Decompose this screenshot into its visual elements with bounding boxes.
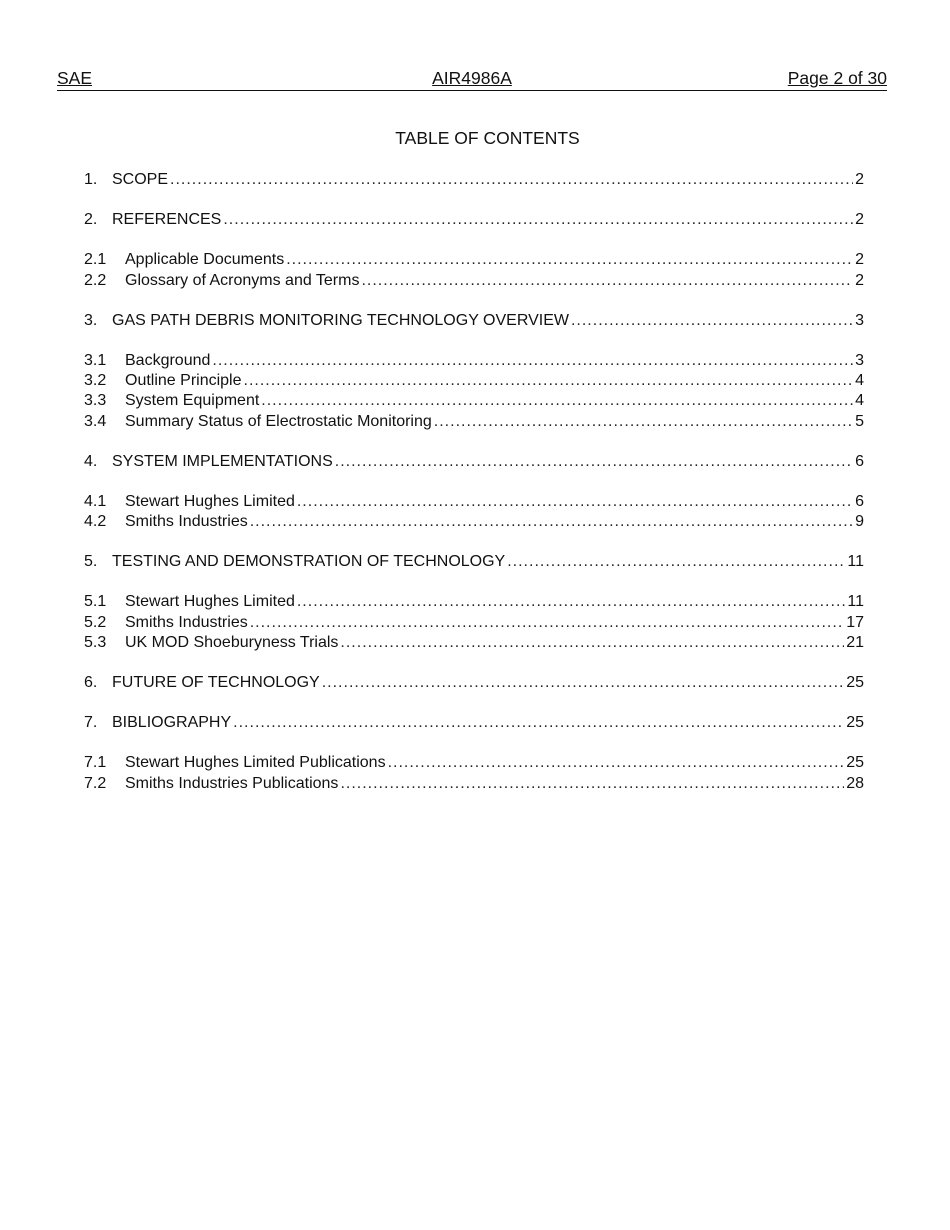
toc-entry-page: 9: [855, 513, 864, 531]
toc-leader-dots: [434, 412, 853, 432]
toc-entry-title: Smiths Industries: [125, 513, 248, 531]
toc-entry-number: 6.: [84, 674, 98, 691]
toc-leader-dots: [388, 753, 845, 773]
toc-entry-title: SCOPE: [112, 171, 169, 188]
toc-leader-dots: [250, 613, 844, 633]
toc-entry-page: 2: [855, 251, 864, 269]
toc-entry-number: 7.: [84, 714, 98, 732]
toc-leader-dots: [250, 512, 853, 532]
toc-entry-page: 25: [846, 674, 864, 691]
toc-entry-number: 7.2: [84, 774, 107, 792]
toc-entry-page: 25: [846, 754, 864, 772]
toc-entry-number: 3.4: [84, 412, 107, 430]
toc-entry-page: 3: [855, 351, 864, 369]
toc-entry-title: Summary Status of Electrostatic Monitoring: [125, 412, 432, 430]
toc-leader-dots: [297, 492, 853, 512]
toc-entry-title: Glossary of Acronyms and Terms: [125, 271, 360, 289]
toc-entry-page: 3: [855, 311, 864, 329]
toc-entry-page: 2: [855, 271, 864, 289]
toc-leader-dots: [340, 774, 844, 794]
toc-entry[interactable]: [84, 552, 864, 572]
toc-entry-number: 5.3: [84, 633, 107, 651]
header-organization: SAE: [57, 68, 93, 88]
toc-entry-title: FUTURE OF TECHNOLOGY: [112, 674, 320, 691]
toc-entry-page: 28: [846, 774, 864, 792]
toc-entry-page: 6: [855, 492, 864, 510]
page-header: [57, 68, 887, 91]
toc-entry-title: Stewart Hughes Limited: [125, 593, 295, 611]
toc-entry-number: 3.3: [84, 392, 107, 410]
toc-entry-number: 3.2: [84, 372, 107, 390]
toc-entry-title: Applicable Documents: [125, 251, 285, 269]
toc-entry-title: UK MOD Shoeburyness Trials: [125, 633, 339, 651]
toc-leader-dots: [286, 250, 853, 270]
toc-entry-title: Outline Principle: [125, 372, 242, 390]
toc-entry-number: 1.: [84, 171, 98, 188]
toc-entry[interactable]: [84, 633, 864, 653]
toc-entry[interactable]: [84, 412, 864, 432]
toc-entry-title: Stewart Hughes Limited Publications: [125, 754, 386, 772]
toc-leader-dots: [212, 351, 853, 371]
toc-entry[interactable]: [84, 210, 864, 230]
toc-entry-number: 2.1: [84, 251, 107, 269]
toc-entry-page: 11: [847, 553, 864, 571]
toc-entry-title: System Equipment: [125, 392, 260, 410]
toc-leader-dots: [244, 371, 854, 391]
toc-entry-title: BIBLIOGRAPHY: [112, 714, 232, 732]
toc-entry[interactable]: [84, 170, 864, 190]
toc-leader-dots: [571, 311, 853, 331]
toc-entry-number: 4.1: [84, 492, 107, 510]
toc-entry-number: 3.1: [84, 351, 107, 369]
toc-entry-number: 3.: [84, 311, 98, 329]
toc-entry[interactable]: [84, 371, 864, 391]
toc-entry-title: Background: [125, 351, 211, 369]
toc-entry[interactable]: [84, 774, 864, 794]
header-document-number: AIR4986A: [432, 68, 512, 88]
toc-entry-title: SYSTEM IMPLEMENTATIONS: [112, 452, 333, 470]
toc-entry[interactable]: [84, 512, 864, 532]
toc-entry-number: 7.1: [84, 754, 107, 772]
toc-entry-page: 4: [855, 392, 864, 410]
toc-entry-page: 4: [855, 372, 864, 390]
toc-entry[interactable]: [84, 271, 864, 291]
table-of-contents: [84, 170, 864, 794]
toc-entry[interactable]: [84, 492, 864, 512]
toc-entry-title: TESTING AND DEMONSTRATION OF TECHNOLOGY: [112, 553, 506, 571]
toc-entry-title: REFERENCES: [112, 211, 222, 229]
toc-leader-dots: [335, 452, 853, 472]
toc-entry-page: 2: [855, 211, 864, 229]
toc-entry-number: 4.: [84, 452, 98, 470]
toc-entry-number: 2.: [84, 211, 98, 229]
toc-entry-page: 25: [846, 714, 864, 732]
toc-entry[interactable]: [84, 250, 864, 270]
toc-leader-dots: [170, 170, 853, 190]
toc-leader-dots: [340, 633, 844, 653]
toc-entry[interactable]: [84, 592, 864, 612]
toc-entry-number: 5.1: [84, 593, 107, 611]
toc-entry-page: 2: [855, 171, 864, 188]
toc-entry-page: 11: [847, 593, 864, 611]
toc-leader-dots: [322, 673, 844, 693]
toc-entry-page: 17: [846, 613, 864, 631]
toc-entry-page: 5: [855, 412, 864, 430]
toc-entry-number: 2.2: [84, 271, 107, 289]
toc-entry-number: 5.: [84, 553, 98, 571]
toc-entry[interactable]: [84, 613, 864, 633]
toc-leader-dots: [233, 713, 844, 733]
toc-leader-dots: [297, 592, 846, 612]
toc-entry[interactable]: [84, 351, 864, 371]
toc-entry-number: 4.2: [84, 513, 107, 531]
toc-entry[interactable]: [84, 452, 864, 472]
toc-entry[interactable]: [84, 753, 864, 773]
toc-title: TABLE OF CONTENTS: [395, 128, 580, 148]
toc-leader-dots: [507, 552, 845, 572]
toc-entry-page: 21: [846, 633, 864, 651]
header-page-number: Page 2 of 30: [787, 68, 887, 88]
toc-entry-title: Stewart Hughes Limited: [125, 492, 295, 510]
toc-entry[interactable]: [84, 673, 864, 693]
toc-entry-title: Smiths Industries Publications: [125, 774, 339, 792]
toc-leader-dots: [223, 210, 853, 230]
toc-entry[interactable]: [84, 391, 864, 411]
toc-entry-title: GAS PATH DEBRIS MONITORING TECHNOLOGY OVERVIEW: [112, 311, 569, 329]
toc-entry-number: 5.2: [84, 613, 107, 631]
toc-entry-title: Smiths Industries: [125, 613, 248, 631]
toc-entry[interactable]: [84, 713, 864, 733]
toc-entry-page: 6: [855, 452, 864, 470]
toc-leader-dots: [361, 271, 853, 291]
toc-entry[interactable]: [84, 311, 864, 331]
toc-leader-dots: [261, 391, 853, 411]
